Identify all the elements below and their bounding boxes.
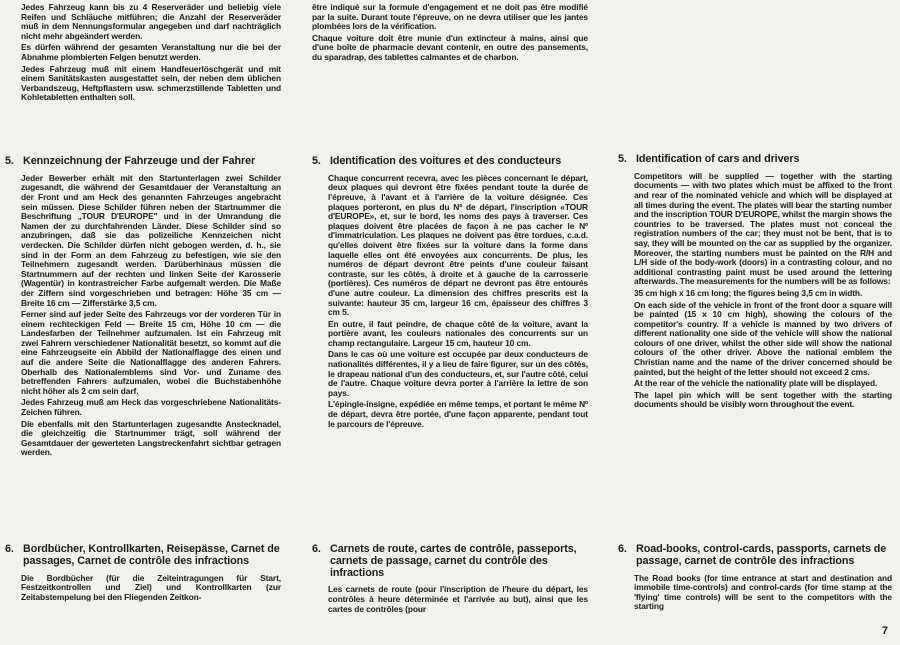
- section-heading: [312, 156, 588, 168]
- section-paragraph: Die Bordbücher (für die Zeiteintragungen für Start, Festzeitkontrollen und Ziel) und Kontrollkarten (zur Zeitabstempelung bei den Fliegenden Zeitkon-: [21, 572, 281, 602]
- section-paragraph: Ferner sind auf jeder Seite des Fahrzeugs vor der vorderen Tür in einem rechteckigen Feld — Breite 15 cm, Höhe 10 cm — die Landesfarben der Teilnehmer aufzumalen. Ist ein Fahrzeug mit zwei Fahrern verschiedener Nationalität besetzt, so kommt auf die eine Fahrzeugseite ein Abbild der Nationalflagge des einen und auf die andere Seite die Nationalflagge des anderen Fahrers. Oberhalb des Nationalemblems sind Vor- und Zuname des betreffenden Fahrers aufzumalen, wobei die Buchstabenhöhe nicht höher als 2 cm sein darf.: [21, 309, 281, 396]
- section-title: Kennzeichnung der Fahrzeuge und der Fahrer: [23, 155, 256, 167]
- german-intro: [5, 3, 281, 105]
- section-paragraph: 35 cm high x 16 cm long; the figures being 3,5 cm in width.: [634, 287, 863, 298]
- german-intro-paragraph: Jedes Fahrzeug muß mit einem Handfeuerlöschgerät und mit einem Sanitätskasten ausgestattet sein, der neben dem üblichen Verbandszeug, Heftpflastern usw. schmerzstillende Tabletten und Kohletabletten enthalten soll.: [21, 63, 281, 103]
- page-number: 7: [881, 625, 888, 637]
- english-section-5: [618, 154, 892, 412]
- section-paragraph: Die ebenfalls mit den Startunterlagen zugesandte Anstecknadel, die gleichzeitig die Startnummer trägt, soll während der Gesamtdauer der gewerteten Langstreckenfahrt sichtbar getragen werden.: [21, 418, 281, 458]
- english-column: [618, 0, 892, 645]
- section-paragraph: Dans le cas où une voiture est occupée par deux conducteurs de nationalités différentes, il y a lieu de faire figurer, sur un des côtés, le drapeau national d'un des conducteurs, et, sur l'autre côté, celui de l'autre. Chaque voiture devra porter à l'arrière la lettre de son pays.: [328, 349, 588, 398]
- section-title: Bordbücher, Kontrollkarten, Reisepässe, Carnet de passages, Carnet de contrôle des infractions: [23, 543, 280, 567]
- section-heading: [5, 156, 281, 168]
- french-intro-paragraph: être indiqué sur la formule d'engagement et ne doit pas être modifié par la suite. Durant toute l'épreuve, on ne devra utiliser que les jantes plombées lors de la vérification.: [312, 2, 588, 32]
- french-column: [312, 0, 588, 645]
- section-title: Identification des voitures et des conducteurs: [330, 155, 562, 167]
- german-intro-paragraph: Jedes Fahrzeug kann bis zu 4 Reserveräder und beliebig viele Reifen und Schläuche mitführen; die Anzahl der Reserveräder muß in dem Nennungsformular angegeben und darf nachträglich nicht mehr abgeändert werden.: [21, 2, 281, 41]
- german-section-5: [5, 156, 281, 460]
- section-heading: [618, 154, 892, 166]
- section-paragraph: The lapel pin which will be sent together with the starting documents should be visibly worn throughout the event.: [634, 389, 892, 410]
- section-number: 5.: [312, 155, 321, 167]
- german-column: [5, 0, 281, 645]
- section-paragraph: Competitors will be supplied — together with the starting documents — with two plates which must be affixed to the front and rear of the nominated vehicle and which will be displayed at all times during the event. The plates will bear the starting number and the inscription TOUR D'EUROPE, whilst the margin shows the countries to be traversed. The plates must not conceal the registration numbers of the car; they must not be bent, that is to say, they will be mounted on the car as supplied by the organizer. Moreover, the starting numbers must be painted on the R/H and L/H side of the body-work (doors) in a contrasting colour, and no additional contrasting paint must be used around the lettering afterwards. The measurements for the numbers will be as follows:: [634, 170, 892, 287]
- section-paragraph: En outre, il faut peindre, de chaque côté de la voiture, avant la portière avant, les couleurs nationales des concurrents sur un champ rectangulaire. Largeur 15 cm, hauteur 10 cm.: [328, 318, 588, 348]
- section-number: 6.: [312, 543, 321, 555]
- section-heading: [618, 544, 892, 568]
- section-paragraph: Jeder Bewerber erhält mit den Startunterlagen zwei Schilder zugesandt, die während der Gesamtdauer der Veranstaltung an der Front und am Heck des genannten Fahrzeuges angebracht sein müssen. Diese Schilder führen neben der Startnummer die Beschriftung „TOUR D'EUROPE" und in der Umrandung die Namen der zu durchfahrenden Länder. Diese Schilder sind so anzubringen, daß sie das polizeiliche Kennzeichen nicht verdecken. Die Schilder dürfen nicht gebogen werden, d. h., sie sind in der Form an dem Fahrzeug zu befestigen, wie sie den Teilnehmern zugesandt werden. Darüberhinaus müssen die Startnummern auf der rechten und linken Seite der Karosserie (Wagentür) in kontrastreicher Farbe aufgemalt werden. Die Maße der Ziffern sind vorgeschrieben und betragen: Höhe 35 cm — Breite 16 cm — Zifferstärke 3,5 cm.: [21, 172, 281, 308]
- section-paragraph: On each side of the vehicle in front of the front door a square will be painted (15 x 10 cm high), showing the colours of the competitor's country. If a vehicle is manned by two drivers of different nationality one side of the vehicle will show the national colours of one driver, whilst the other side will show the national colours of the other driver. Above the national emblem the Christian name and the name of the driver concerned should be painted, but the height of the letter should not exceed 2 cms.: [634, 299, 892, 377]
- section-heading: [312, 544, 588, 579]
- section-number: 5.: [618, 153, 627, 165]
- french-section-6: [312, 544, 588, 616]
- section-title: Carnets de route, cartes de contrôle, passeports, carnets de passage, carnet du contrôle des infractions: [330, 543, 577, 579]
- section-title: Identification of cars and drivers: [636, 153, 800, 165]
- section-heading: [5, 544, 281, 568]
- section-number: 6.: [5, 543, 14, 555]
- section-number: 5.: [5, 155, 14, 167]
- section-number: 6.: [618, 543, 627, 555]
- german-section-6: [5, 544, 281, 604]
- section-paragraph: The Road books (for time entrance at start and destination and immobile time-controls) and control-cards (for time stamp at the 'flying' time controls) will be sent to the competitors with the starting: [634, 572, 892, 612]
- french-intro: [312, 3, 588, 65]
- section-paragraph: L'épingle-insigne, expédiée en même temps, et portant le même Nº de départ, devra être portée, d'une façon apparente, pendant tout le parcours de l'épreuve.: [328, 399, 588, 429]
- english-section-6: [618, 544, 892, 614]
- section-paragraph: Les carnets de route (pour l'inscription de l'heure du départ, les contrôles à heure déterminée et l'arrivée au but), ainsi que les cartes de contrôles (pour: [328, 584, 588, 614]
- section-paragraph: Jedes Fahrzeug muß am Heck das vorgeschriebene Nationalitäts-Zeichen führen.: [21, 397, 281, 418]
- french-section-5: [312, 156, 588, 431]
- french-intro-paragraph: Chaque voiture doit être munie d'un extincteur à mains, ainsi que d'une boîte de pharmacie devant contenir, en outre des pansements, du sparadrap, des tablettes calmantes et de charbon.: [312, 32, 588, 62]
- section-paragraph: Chaque concurrent recevra, avec les pièces concernant le départ, deux plaques qui devront être fixées pendant toute la durée de l'épreuve, à l'avant et à l'arrière de la voiture désignée. Ces plaques porteront, en plus du Nº de départ, l'inscription «TOUR d'EUROPE», et, sur le bord, les noms des pays à traverser. Ces plaques doivent être placées de façon à ne pas cacher le Nº d'immatriculation. Les plaques ne doivent pas être tordues, c.a.d. qu'elles doivent être fixées sur la voiture dans la forme dans laquelle elles ont été envoyées aux concurrents. De plus, les numéros de départ devront être peints d'une couleur faisant contraste, sur les côtés, à droite et à gauche de la carrosserie (portières). Ces numéros de départ ne devront pas être entourés d'une autre couleur. La dimension des chiffres prescrits est la suivante: hauteur 35 cm, largeur 16 cm, épaisseur des chiffres 3 cm 5.: [328, 172, 588, 318]
- german-intro-paragraph: Es dürfen während der gesamten Veranstaltung nur die bei der Abnahme plombierten Felgen benutzt werden.: [21, 42, 281, 62]
- section-paragraph: At the rear of the vehicle the nationality plate will be displayed.: [634, 378, 878, 389]
- section-title: Road-books, control-cards, passports, carnets de passage, carnet de contrôle des infractions: [636, 543, 887, 567]
